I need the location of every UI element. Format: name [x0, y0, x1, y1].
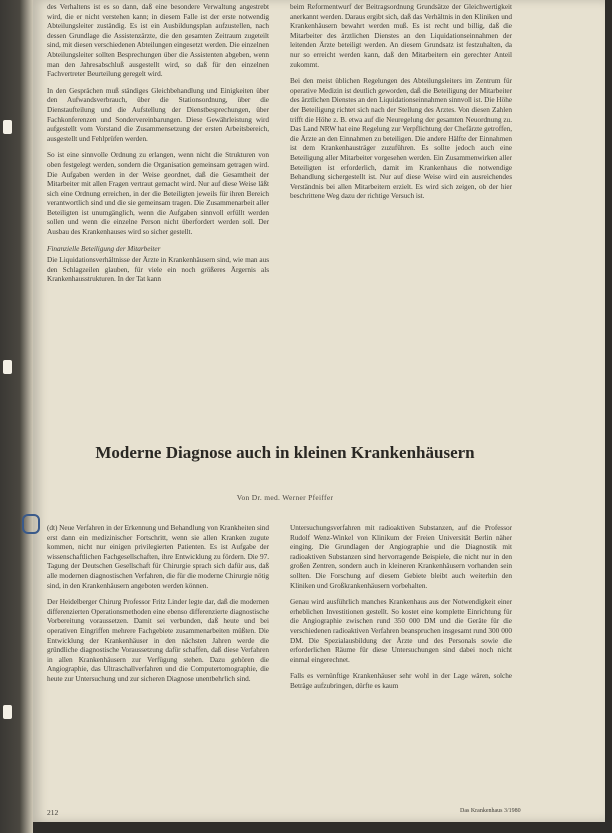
paragraph: (dt) Neue Verfahren in der Erkennung und Behandlung von Krankheiten sind erst dann ein medizinischer Fortschritt, wenn sie allen Kranken zugute kommen, nicht nur einigen privilegierten Patienten. Es ist Aufgabe der wissenschaftlichen Fachgesellschaften, ihre Entwicklung zu fördern. Die 97. Tagung der Deutschen Gesellschaft für Chirurgie sprach sich dafür aus, daß alle modernen diagnostischen Verfahren, die für die moderne Chirurgie nötig sind, in den Krankenhäusern angeboten werden können.: [47, 523, 269, 590]
paragraph: des Verhaltens ist es so dann, daß eine besondere Verwaltung angestrebt wird, die er nicht verstehen kann; in diesem Falle ist der erste notwendig Abteilungsleiter zuständig. Es ist ein Ausbildungsplan aufzustellen, nach dessen Grundlage die Assistenzärzte, die den gesamten Zeitraum zugeteilt sind, mit diesen verschiedenen Abteilungen eingesetzt werden. Die einzelnen Abteilungsleiter sollten Besprechungen über die Assistenten abgeben, wenn man den Jahresabschluß ausgestellt wird, so daß für den einzelnen Fachvertreter Beurteilung geregelt wird.: [47, 2, 269, 79]
top-left-column: [47, 2, 269, 291]
section-subheading: Finanzielle Beteiligung der Mitarbeiter: [47, 243, 161, 253]
top-right-column: [290, 2, 512, 208]
article-byline: Von Dr. med. Werner Pfeiffer: [236, 493, 334, 502]
article-title: Moderne Diagnose auch in kleinen Krankenhäusern: [95, 443, 475, 462]
journal-name: Das Krankenhaus 3/1980: [460, 808, 521, 814]
paragraph: Der Heidelberger Chirurg Professor Fritz Linder legte dar, daß die modernen differenzierten Operationsmethoden eine ebenso differenzierte diagnostische Vorbereitung voraussetzen. Damit sei verbunden, daß heute und bei operativen Eingriffen mehrere Fachgebiete zusammenarbeiten müßten. Die Entwicklung der Krankenhäuser in den nächsten Jahren werde die gründliche diagnostische Voraussetzung dafür schaffen, daß diese Verfahren in allen Krankenhäusern zur Verfügung stehen. Dazu gehören die Angiographie, das Ultraschallverfahren und die Computertomographie, die heute zur Untersuchung und zur sicheren Diagnose unentbehrlich sind.: [47, 597, 269, 683]
binding-hole: [3, 360, 12, 374]
paragraph: In den Gesprächen muß ständiges Gleichbehandlung und Einigkeiten über den Aufwandsverbrauch, über die Stationsordnung, über die Dienstaufteilung und die Aufstellung der Dienstbesprechungen, über Fachkonferenzen und Sondervereinbarungen. Diese Gewährleistung wird aufgestellt vom Vorstand die Zusammensetzung der ersten Arbeitsbereich, ausgestellt und Fehlprüfen werden.: [47, 85, 269, 143]
paragraph: Die Liquidationsverhältnisse der Ärzte in Krankenhäusern sind, wie man aus den Schlagzeilen glauben, für viele ein noch größeres Ärgernis als Krankenhausstrukturen. In der Tat kann: [47, 255, 269, 284]
scanner-edge: [0, 0, 33, 833]
paragraph: So ist eine sinnvolle Ordnung zu erlangen, wenn nicht die Strukturen von oben festgelegt werden, sondern die Organisation gemeinsam getragen wird. Die Aufgaben werden in der Weise geordnet, daß die Gesamtheit der Mitarbeiter mit allen Fragen vertraut gemacht wird. Nur auf diese Weise läßt sich eine Ordnung erreichen, in der die Beteiligten jeweils für ihren Bereich verantwortlich sind und die sie gemeinsam tragen. Die Zusammenarbeit aller Beteiligten ist unumgänglich, wenn die Aufgaben sinnvoll erfüllt werden sollen und wenn die einzelne Person nicht überfordert werden soll. Der Ausbau des Krankenhauses wird so sicher gestellt.: [47, 150, 269, 237]
paragraph: Falls es vernünftige Krankenhäuser sehr wohl in der Lage wären, solche Beträge aufzubringen, dürfte es kaum: [290, 671, 512, 690]
bottom-left-column: [47, 523, 269, 691]
paper-clip-icon: [22, 514, 40, 534]
binding-hole: [3, 705, 12, 719]
binding-hole: [3, 120, 12, 134]
paragraph: Genau wird ausführlich manches Krankenhaus aus der Notwendigkeit einer erheblichen Investitionen gestellt. So kostet eine komplette Einrichtung für die Angiographie zwischen rund 350 000 DM und die Geräte für die verschiedenen radioaktiven Verfahren beanspruchen insgesamt rund 300 000 DM. Die Spezialausbildung der Ärzte und des Personals sowie die erforderlichen Räume für diese Untersuchungen sind dabei noch nicht einmal eingerechnet.: [290, 597, 512, 664]
paragraph: beim Reformentwurf der Beitragsordnung Grundsätze der Gleichwertigkeit anerkannt werden. Daraus ergibt sich, daß das Verhältnis in den Kliniken und Krankenhäusern bewahrt werden muß. Es ist recht und billig, daß die Mitarbeiter des ärztlichen Dienstes an den Liquidationseinnahmen der leitenden Ärzte beteiligt werden. An diesem Grundsatz ist festzuhalten, da nur so erreicht werden kann, daß den Mitarbeitern ein gerechter Anteil zukommt.: [290, 2, 512, 69]
bottom-right-column: [290, 523, 512, 698]
page-number: 212: [47, 808, 59, 817]
paragraph: Bei den meist üblichen Regelungen des Abteilungsleiters im Zentrum für operative Medizin ist deutlich geworden, daß die Beteiligung der Mitarbeiter des ärztlichen Dienstes an den Liquidationseinnahmen sinnvoll ist. Die Höhe der Beteiligung richtet sich nach der Stellung des Arztes. Von diesen Zahlen trifft die Höhe z. B. etwa auf die Neuregelung der gesamten Neuordnung zu. Das Land NRW hat eine Regelung zur Verpflichtung der Chefärzte getroffen, die Ärzte an den Einnahmen zu beteiligen. Die andere Hälfte der Einnahmen ist dem Krankenhausträger zuzuführen. Es sollte jedoch auch eine Beteiligung aller Mitarbeiter vorgesehen werden. Ein Zusammenwirken aller Beteiligten ist erforderlich, damit im Krankenhaus die notwendige Behandlung sichergestellt ist. Nur auf diese Weise wird ein ausreichendes Verständnis bei allen Mitarbeitern erzielt. Es wird sich zeigen, ob der hier beschrittene Weg dazu der richtige Versuch ist.: [290, 76, 512, 201]
paragraph: Untersuchungsverfahren mit radioaktiven Substanzen, auf die Professor Rudolf Wenz-Winkel von Klinikum der Freien Universität Berlin näher einging. Die Grundlagen der Angiographie und die Diagnostik mit radioaktiven Substanzen sind hervorragende Beispiele, die nicht nur in den großen Zentren, sondern auch in kleineren Krankenhäusern vorhanden sein sollten. Die Forschung auf diesem Gebiete bleibt auch weiterhin den Kliniken und Großkrankenhäusern vorbehalten.: [290, 523, 512, 590]
